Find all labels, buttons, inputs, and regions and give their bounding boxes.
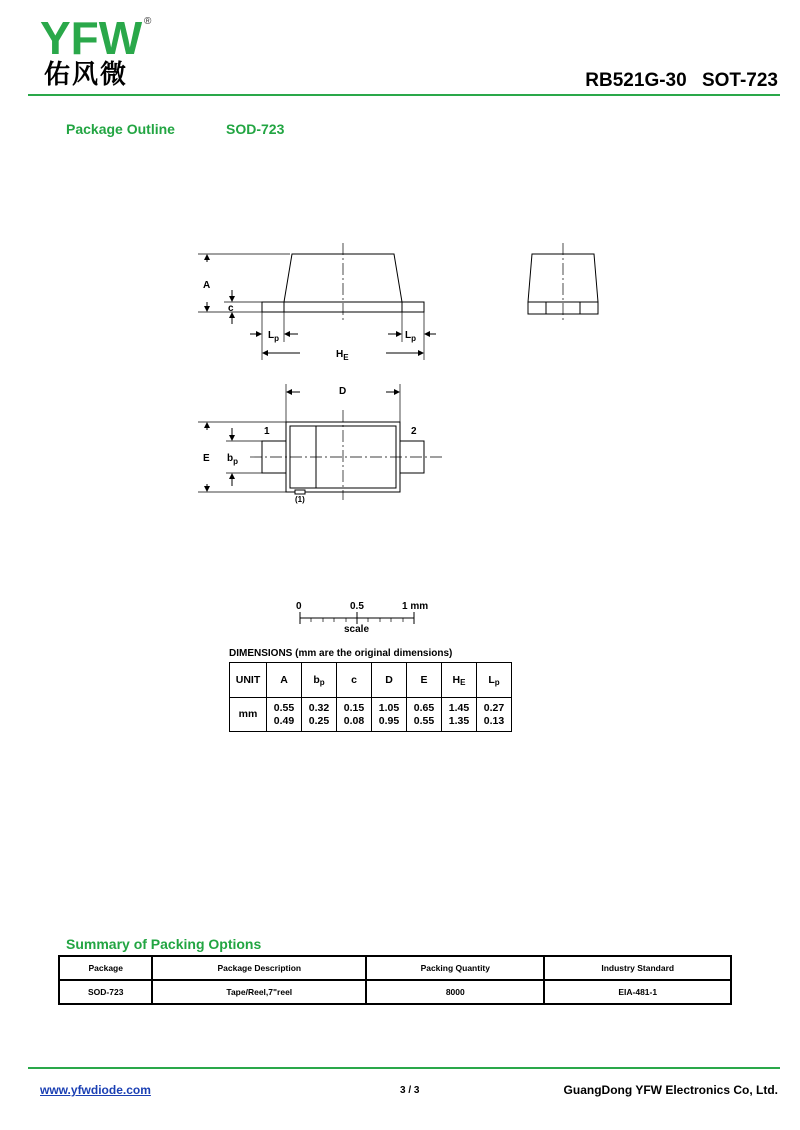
side-view-labels [203, 280, 416, 362]
scale-label: scale [344, 624, 370, 635]
top-view-labels [203, 386, 417, 504]
website-link[interactable]: www.yfwdiode.com [40, 1083, 151, 1097]
scale-tick-0: 0 [296, 601, 302, 612]
package-drawing [0, 230, 800, 640]
document-title: RB521G-30 SOT-723 [585, 70, 778, 91]
value-e: 0.65 0.55 [407, 698, 442, 732]
header-c: c [337, 663, 372, 698]
logo-letters: YFW [40, 12, 143, 62]
packing-data-row [59, 980, 731, 1004]
label-A: A [203, 280, 211, 291]
value-lp: 0.27 0.13 [477, 698, 512, 732]
label-lp-right: $L_p$ [405, 330, 416, 343]
header-e: E [407, 663, 442, 698]
scale-tick-1: 1 mm [402, 601, 429, 612]
logo-chinese-name: 佑风微 [44, 60, 129, 90]
dimensions-value-row [230, 698, 512, 732]
packing-options-table [58, 955, 732, 1005]
header-he: $H_E$ [442, 663, 477, 698]
pin-2-label: 2 [411, 426, 417, 437]
side-view [198, 243, 436, 360]
label-bp: $b_p$ [227, 453, 238, 466]
package-outline-name: SOD-723 [226, 121, 285, 137]
header-bp: $b_p$ [302, 663, 337, 698]
packing-package: SOD-723 [59, 980, 152, 1004]
marker-label: (1) [295, 495, 305, 504]
footer-divider [28, 1067, 780, 1069]
header-unit: UNIT [230, 663, 267, 698]
yfw-logo [40, 12, 160, 62]
value-d: 1.05 0.95 [372, 698, 407, 732]
value-c: 0.15 0.08 [337, 698, 372, 732]
package-outline-label: Package Outline [66, 121, 175, 137]
scale-tick-05: 0.5 [350, 601, 364, 612]
pin-1-label: 1 [264, 426, 270, 437]
packing-options-title: Summary of Packing Options [66, 936, 262, 952]
unit-cell: mm [230, 698, 267, 732]
dimensions-table [229, 662, 512, 732]
packing-header-package: Package [59, 956, 152, 980]
packing-standard: EIA-481-1 [544, 980, 731, 1004]
packing-header-row [59, 956, 731, 980]
value-bp: 0.32 0.25 [302, 698, 337, 732]
label-lp-left: $L_p$ [268, 330, 279, 343]
value-a: 0.55 0.49 [267, 698, 302, 732]
top-view [198, 384, 445, 500]
registered-mark: ® [144, 16, 152, 27]
packing-quantity: 8000 [366, 980, 544, 1004]
label-E: E [203, 453, 210, 464]
value-he: 1.45 1.35 [442, 698, 477, 732]
company-name: GuangDong YFW Electronics Co, Ltd. [563, 1083, 778, 1097]
packing-header-description: Package Description [152, 956, 366, 980]
header-divider [28, 94, 780, 96]
label-D: D [339, 386, 347, 397]
packing-header-standard: Industry Standard [544, 956, 731, 980]
header-lp: $L_p$ [477, 663, 512, 698]
dimensions-header-row [230, 663, 512, 698]
scale-bar [300, 612, 414, 624]
packing-header-quantity: Packing Quantity [366, 956, 544, 980]
label-he: $H_E$ [336, 349, 349, 362]
label-c: c [228, 303, 234, 314]
header-a: A [267, 663, 302, 698]
page-number: 3 / 3 [400, 1085, 420, 1096]
dimensions-caption: DIMENSIONS (mm are the original dimensions) [229, 648, 453, 659]
header-d: D [372, 663, 407, 698]
packing-description: Tape/Reel,7"reel [152, 980, 366, 1004]
end-view [528, 243, 598, 322]
